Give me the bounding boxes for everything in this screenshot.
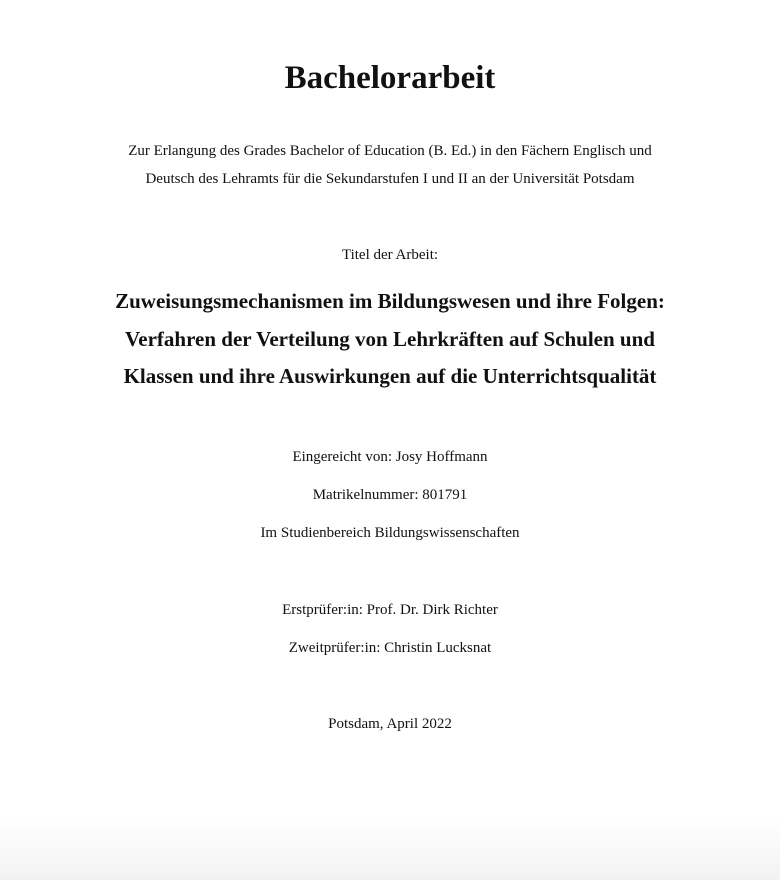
matriculation-number: Matrikelnummer: 801791	[312, 487, 468, 503]
thesis-title-line-1: Zuweisungsmechanismen im Bildungswesen und ihre Folgen:	[115, 289, 665, 313]
thesis-title-line-2: Verfahren der Verteilung von Lehrkräften auf Schulen und	[125, 326, 655, 351]
thesis-title-line-3: Klassen und ihre Auswirkungen auf die Unterrichtsqualität	[123, 364, 657, 388]
page-bottom-shadow	[0, 820, 780, 880]
degree-purpose	[95, 137, 685, 193]
thesis-title	[60, 283, 720, 396]
document-heading: Bachelorarbeit	[284, 60, 496, 96]
study-area: Im Studienbereich Bildungswissenschaften	[260, 525, 520, 541]
submitted-by: Eingereicht von: Josy Hoffmann	[292, 449, 488, 465]
second-examiner: Zweitprüfer:in: Christin Lucksnat	[288, 640, 492, 656]
first-examiner: Erstprüfer:in: Prof. Dr. Dirk Richter	[282, 602, 498, 618]
degree-purpose-line-1: Zur Erlangung des Grades Bachelor of Education (B. Ed.) in den Fächern Englisch und	[128, 143, 652, 159]
place-and-date: Potsdam, April 2022	[328, 716, 452, 732]
thesis-title-label: Titel der Arbeit:	[341, 247, 439, 263]
degree-purpose-line-2: Deutsch des Lehramts für die Sekundarstufen I und II an der Universität Potsdam	[145, 171, 635, 187]
